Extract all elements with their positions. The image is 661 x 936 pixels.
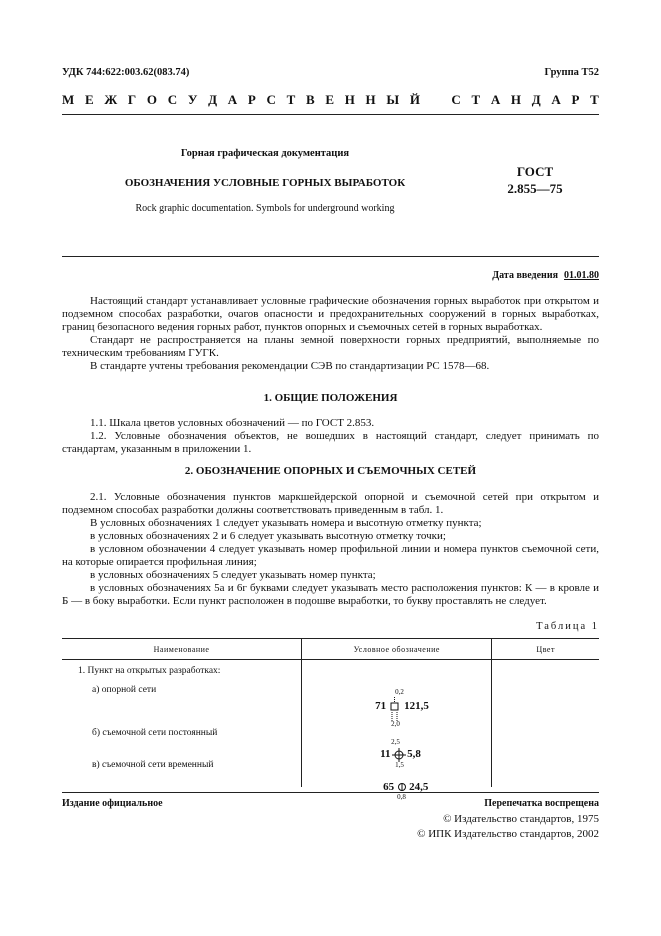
intro-para: В стандарте учтены требования рекомендации СЭВ по стандартизации PC 1578—68. xyxy=(90,360,490,372)
banner-letter: Е xyxy=(84,92,94,107)
top-divider xyxy=(62,114,599,115)
table-group-label: 1. Пункт на открытых разработках: xyxy=(78,666,221,676)
standard-banner xyxy=(62,92,599,108)
banner-letter: Д xyxy=(531,92,541,107)
reprint-forbidden: Перепечатка воспрещена xyxy=(484,798,599,809)
official-edition: Издание официальное xyxy=(62,798,163,809)
gost-label: ГОСТ xyxy=(516,164,554,179)
intro-para: Настоящий стандарт устанавливает условные графические обозначения горных выработок при открытом и подземном способах разработки, очагов опасности и предохранительных сооружений в горных выработках, границ безопасного ведения горных работ, пунктов опорных и съемочных сетей в горных выработках. xyxy=(62,295,599,333)
symbols-table xyxy=(62,638,599,801)
symbol-top-label: 2,5 xyxy=(391,738,400,746)
banner-letter: Т xyxy=(590,92,599,107)
symbol-top-label: 0,2 xyxy=(395,688,404,696)
banner-letter: А xyxy=(490,92,501,107)
section-2-text xyxy=(62,491,599,608)
intro-para: Стандарт не распространяется на планы земной поверхности горных предприятий, выполняемые по техническим требованиям ГУГК. xyxy=(62,334,599,359)
symbol-left-label: 65 xyxy=(383,781,395,793)
banner-letter: Т xyxy=(286,92,296,107)
section-1-heading: 1. ОБЩИЕ ПОЛОЖЕНИЯ xyxy=(263,392,398,404)
table-name-cell xyxy=(62,660,302,787)
section-para: В условных обозначениях 1 следует указывать номера и высотную отметку пункта; xyxy=(90,517,482,529)
banner-letter: С xyxy=(451,92,461,107)
banner-letter: С xyxy=(266,92,276,107)
udk-code: УДК 744:622:003.62(083.74) xyxy=(62,67,190,78)
footer-divider xyxy=(62,792,599,793)
section-para: в условных обозначениях 5 следует указывать номер пункта; xyxy=(90,569,376,581)
section-para: 1.2. Условные обозначения объектов, не вошедших в настоящий стандарт, следует принимать по стандартам, указанным в приложении 1. xyxy=(62,430,599,455)
banner-letter: С xyxy=(167,92,178,107)
banner-letter: Ж xyxy=(104,92,118,107)
section-para: в условных обозначениях 5а и 6г буквами следует указывать место расположения пунктов: К — в кровле и Б — в боку выработки. Если пункт расположен в подошве выработки, то букву проставлять не следует. xyxy=(62,582,599,607)
symbol-right-label: 121,5 xyxy=(404,700,429,712)
banner-letter: М xyxy=(62,92,75,107)
table-caption: Таблица 1 xyxy=(536,621,599,632)
gost-number: 2.855—75 xyxy=(507,181,563,196)
banner-letter xyxy=(431,92,441,108)
banner-letter: Т xyxy=(471,92,481,107)
title-divider xyxy=(62,256,599,257)
section-1-text xyxy=(62,417,599,456)
copyright-2002: © ИПК Издательство стандартов, 2002 xyxy=(417,828,599,840)
table-symbol-cell xyxy=(302,660,492,801)
date-label: Дата введения xyxy=(492,270,558,281)
symbol-bottom-label: 2,0 xyxy=(391,720,400,728)
banner-letter: А xyxy=(227,92,238,107)
section-para: 1.1. Шкала цветов условных обозначений — по ГОСТ 2.853. xyxy=(90,417,375,429)
table-row-name: в) съемочной сети временный xyxy=(92,760,214,770)
date-value: 01.01.80 xyxy=(564,270,599,281)
symbol-left-label: 11 xyxy=(380,748,391,760)
banner-letter: Н xyxy=(365,92,376,107)
document-subject: Горная графическая документация xyxy=(180,148,350,159)
english-title: Rock graphic documentation. Symbols for underground working xyxy=(135,203,395,214)
group-code: Группа Т52 xyxy=(544,67,599,78)
symbol-right-label: 24,5 xyxy=(409,781,429,793)
document-title: ОБОЗНАЧЕНИЯ УСЛОВНЫЕ ГОРНЫХ ВЫРАБОТОК xyxy=(124,177,406,189)
banner-letter: Д xyxy=(208,92,218,107)
banner-letter: Е xyxy=(325,92,334,107)
banner-letter: Ы xyxy=(386,92,400,107)
symbol-bottom-label: 0,8 xyxy=(397,793,406,801)
symbol-left-label: 71 xyxy=(375,700,387,712)
section-para: в условных обозначениях 2 и 6 следует указывать высотную отметку точки; xyxy=(90,530,446,542)
section-2-heading: 2. ОБОЗНАЧЕНИЕ ОПОРНЫХ И СЪЕМОЧНЫХ СЕТЕЙ xyxy=(184,465,477,477)
gost-block xyxy=(495,163,575,197)
table-row-name: а) опорной сети xyxy=(92,685,157,695)
banner-letter: У xyxy=(187,92,198,107)
intro-text xyxy=(62,295,599,373)
banner-letter: Й xyxy=(409,92,420,107)
banner-letter: Н xyxy=(344,92,355,107)
section-para: 2.1. Условные обозначения пунктов маркшейдерской опорной и съемочной сетей при открытом и подземном способах разработки должны соответствовать приведенным в табл. 1. xyxy=(62,491,599,516)
banner-letter: Р xyxy=(247,92,256,107)
intro-date xyxy=(492,270,599,281)
banner-letter: А xyxy=(551,92,561,107)
table-header: Цвет xyxy=(492,639,599,660)
table-header: Наименование xyxy=(62,639,302,660)
symbol-right-label: 5,8 xyxy=(407,748,421,760)
table-row-name: б) съемочной сети постоянный xyxy=(92,728,218,738)
banner-letter: Г xyxy=(127,92,137,107)
banner-letter: О xyxy=(146,92,158,107)
table-header: Условное обозначение xyxy=(302,639,492,660)
table-color-cell xyxy=(492,660,599,787)
banner-letter: В xyxy=(305,92,315,107)
banner-letter: Н xyxy=(510,92,522,107)
banner-letter: Р xyxy=(571,92,580,107)
copyright-1975: © Издательство стандартов, 1975 xyxy=(443,813,599,825)
section-para: в условном обозначении 4 следует указывать номер профильной линии и номера пунктов съемочной сети, на которые опирается профильная линия; xyxy=(62,543,599,568)
symbol-bottom-label: 1,5 xyxy=(395,761,404,769)
